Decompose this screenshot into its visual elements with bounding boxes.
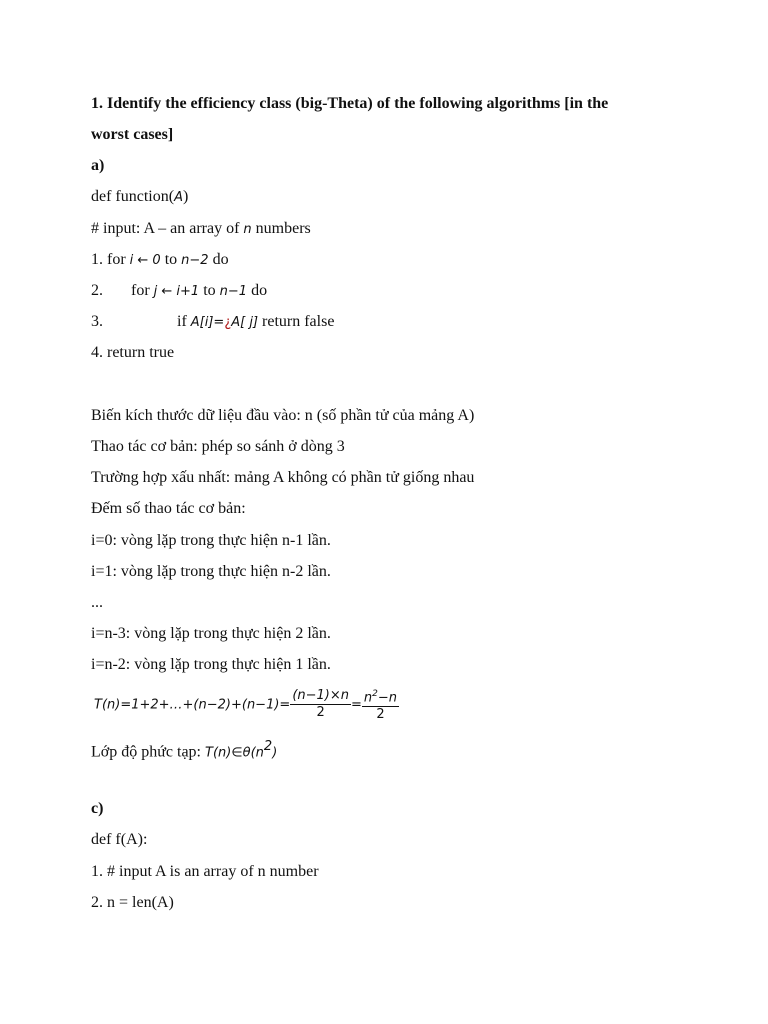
frac2-numerator xyxy=(362,686,399,707)
return-true-line: 4. return true xyxy=(91,344,175,361)
frac1-numerator: (n−1)×n xyxy=(292,688,350,704)
count-ellipsis: ... xyxy=(91,594,103,611)
frac2-sup: 2 xyxy=(372,689,378,699)
complexity-math: T(n)∈θ(n xyxy=(205,745,264,761)
if-line xyxy=(91,312,334,333)
input-size-text: Biến kích thước dữ liệu đầu vào: n (số phần tử của mảng A) xyxy=(91,407,475,424)
sum-formula xyxy=(94,686,399,723)
count-in3: i=n-3: vòng lặp trong thực hiện 2 lần. xyxy=(91,625,331,642)
for2-math: j ← i+1 xyxy=(153,284,200,299)
def-keyword: def function( xyxy=(91,188,175,205)
input-rest: numbers xyxy=(251,220,311,237)
def-function-line xyxy=(91,187,188,208)
frac2-n: n xyxy=(363,690,373,706)
for2-do: do xyxy=(247,282,268,299)
for1-to: to xyxy=(160,251,182,268)
for1-end: n−2 xyxy=(181,253,209,268)
formula-fraction-1 xyxy=(290,688,351,721)
formula-fraction-2 xyxy=(362,686,399,723)
for1-math: i ← 0 xyxy=(129,253,161,268)
for2-prefix: 2. xyxy=(91,282,103,299)
frac2-denominator: 2 xyxy=(376,707,385,723)
c-code-line-1: 1. # input A is an array of n number xyxy=(91,863,319,880)
def-arg: A xyxy=(174,190,183,205)
for-inner-line xyxy=(91,281,267,302)
count-i0: i=0: vòng lặp trong thực hiện n-1 lần. xyxy=(91,532,331,549)
if-rhs: A[ j] xyxy=(231,315,259,330)
complexity-line xyxy=(91,737,277,763)
if-keyword: if xyxy=(177,313,191,330)
for2-end: n−1 xyxy=(219,284,248,299)
question-1-line-1: 1. Identify the efficiency class (big-Theta) of the following algorithms [in the xyxy=(91,95,609,112)
if-prefix: 3. xyxy=(91,313,103,330)
for2-for: for xyxy=(131,282,154,299)
frac2-rest: −n xyxy=(377,690,398,706)
formula-equals: = xyxy=(351,697,362,713)
for1-do: do xyxy=(208,251,229,268)
formula-lhs: T(n)=1+2+…+(n−2)+(n−1)= xyxy=(94,697,291,713)
for2-to: to xyxy=(199,282,220,299)
def-close: ) xyxy=(182,188,189,205)
input-text: # input: A – an array of xyxy=(91,220,244,237)
complexity-close: ) xyxy=(272,745,278,761)
worst-case-text: Trường hợp xấu nhất: mảng A không có phần tử giống nhau xyxy=(91,469,475,486)
complexity-label: Lớp độ phức tạp: xyxy=(91,743,205,761)
for1-prefix: 1. for xyxy=(91,251,130,268)
count-in2: i=n-2: vòng lặp trong thực hiện 1 lần. xyxy=(91,656,331,673)
count-i1: i=1: vòng lặp trong thực hiện n-2 lần. xyxy=(91,563,331,580)
count-heading: Đếm số thao tác cơ bản: xyxy=(91,500,246,517)
for-outer-line xyxy=(91,250,229,271)
input-n: n xyxy=(243,222,252,237)
if-lhs: A[i]= xyxy=(190,315,225,330)
part-a-label: a) xyxy=(91,157,105,174)
basic-operation-text: Thao tác cơ bản: phép so sánh ở dòng 3 xyxy=(91,438,345,455)
input-comment-line xyxy=(91,219,311,240)
part-c-label: c) xyxy=(91,800,104,817)
complexity-sup: 2 xyxy=(263,739,273,754)
if-glyph: ¿ xyxy=(224,315,232,330)
c-code-line-2: 2. n = len(A) xyxy=(91,894,174,911)
frac1-denominator: 2 xyxy=(316,705,325,721)
if-return: return false xyxy=(258,313,335,330)
def-f-line: def f(A): xyxy=(91,831,148,848)
question-1-line-2: worst cases] xyxy=(91,126,174,143)
